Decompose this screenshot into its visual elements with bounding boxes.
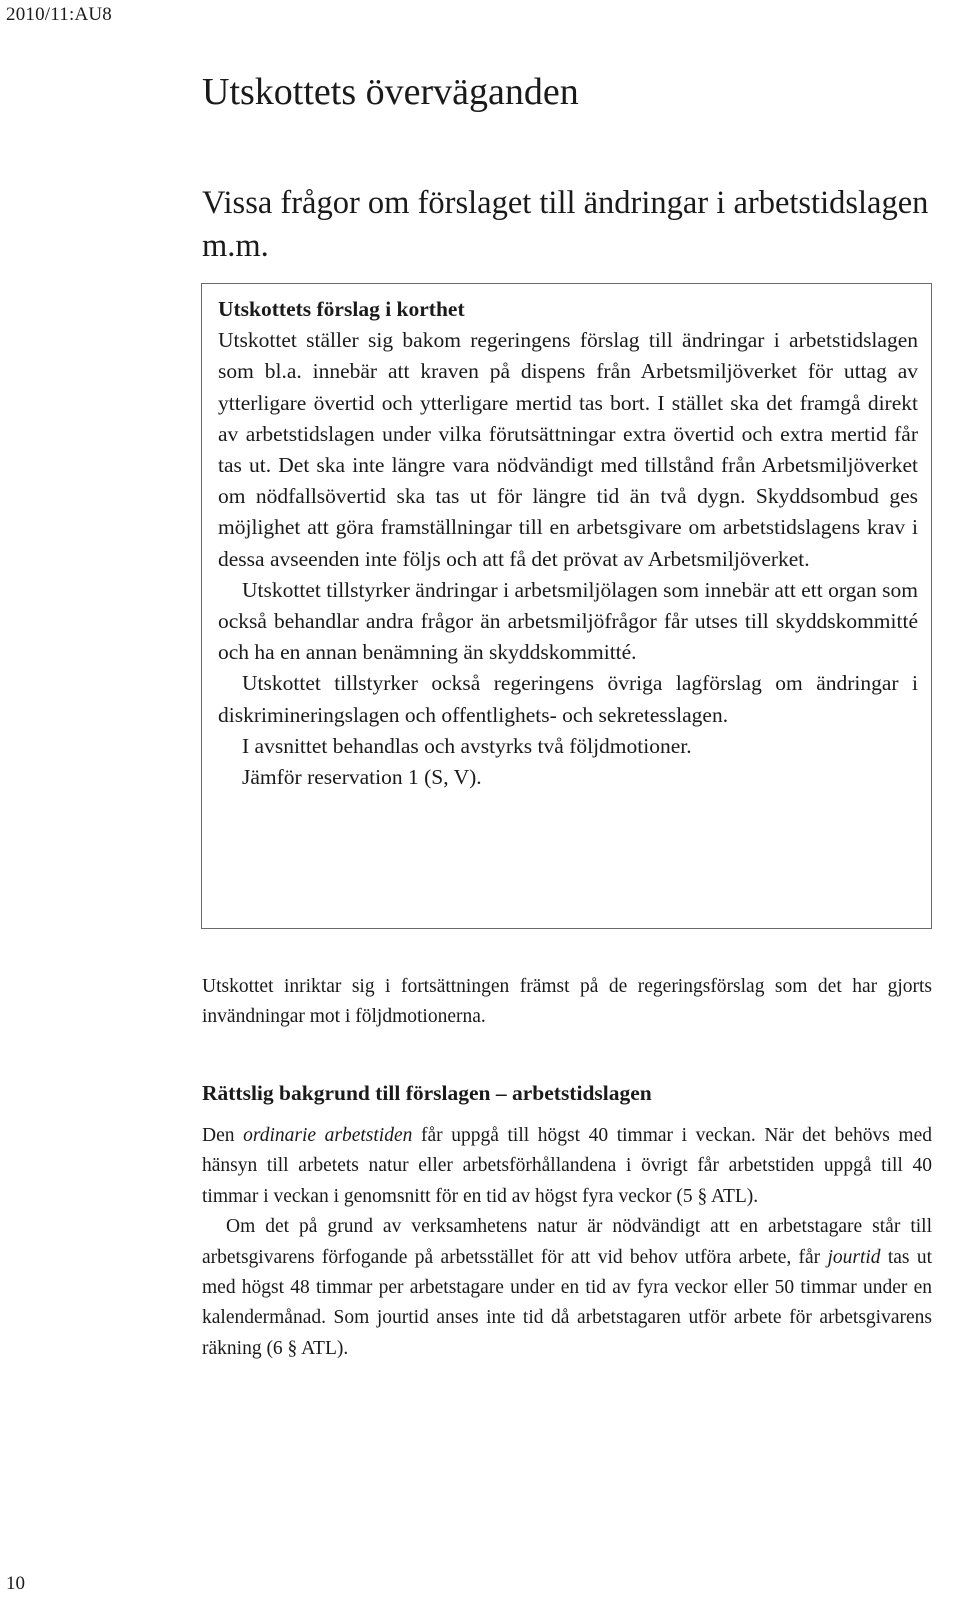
summary-paragraph-3: Utskottet tillstyrker också regeringens övriga lagförslag om ändringar i diskrimineringslagen och offentlighets- och sekretesslagen. — [218, 671, 918, 727]
term-ordinarie-arbetstiden: ordinarie arbetstiden — [243, 1125, 413, 1146]
background-paragraph-2 — [202, 1212, 932, 1364]
term-jourtid: jourtid — [827, 1246, 881, 1268]
intro-text — [202, 972, 932, 1033]
summary-paragraph-1: Utskottet ställer sig bakom regeringens förslag till ändringar i arbetstidslagen som bl.a. innebär att kraven på dispens från Arbetsmiljöverket för uttag av ytterligare övertid och ytterligare mertid tas bort. I stället ska det framgå direkt av arbetstidslagen under vilka förutsättningar extra övertid och extra mertid får tas ut. Det ska inte längre vara nödvändigt med tillstånd från Arbetsmiljöverket om nödfallsövertid ska tas ut för längre tid än två dygn. Skyddsombud ges möjlighet att göra framställningar till en arbetsgivare om arbetstidslagens krav i dessa avseenden inte följs och att få det prövat av Arbetsmiljöverket. — [218, 328, 918, 571]
background-subheading: Rättslig bakgrund till förslagen – arbetstidslagen — [202, 1081, 652, 1105]
background-p2-before: Om det på grund av verksamhetens natur är nödvändigt att en arbetstagare står till arbetsgivarens förfogande på arbetsstället för att vid behov utföra arbete, får — [202, 1216, 932, 1268]
summary-paragraph-4: I avsnittet behandlas och avstyrks två följdmotioner. — [242, 733, 692, 758]
background-p1-after: får uppgå till högst 40 timmar i veckan. När det behövs med hänsyn till arbetets natur eller arbetsförhållandena i övrigt får arbetstiden uppgå till 40 timmar i veckan i genomsnitt för en tid av högst fyra veckor (5 § ATL). — [202, 1125, 932, 1207]
background-p1-before: Den — [202, 1125, 244, 1146]
background-p2-after: tas ut med högst 48 timmar per arbetstagare under en tid av fyra veckor eller 50 timmar under en kalendermånad. Som jourtid anses inte tid då arbetstagaren utför arbete för arbetsgivarens räkning (6 § ATL). — [202, 1246, 932, 1359]
background-text — [202, 1121, 932, 1364]
document-id: 2010/11:AU8 — [6, 4, 112, 25]
summary-content — [218, 294, 918, 793]
intro-paragraph: Utskottet inriktar sig i fortsättningen främst på de regeringsförslag som det har gjorts invändningar mot i följdmotionerna. — [202, 976, 932, 1028]
summary-heading: Utskottets förslag i korthet — [218, 297, 465, 321]
summary-box — [201, 283, 932, 929]
page-title: Utskottets överväganden — [202, 71, 579, 113]
background-paragraph-1 — [202, 1121, 932, 1212]
page-number: 10 — [6, 1573, 25, 1594]
summary-paragraph-2: Utskottet tillstyrker ändringar i arbetsmiljölagen som innebär att ett organ som också behandlar andra frågor än arbetsmiljöfrågor får utses till skyddskommitté och ha en annan benämning än skyddskommitté. — [218, 577, 918, 665]
section-title: Vissa frågor om förslaget till ändringar i arbetstidslagen m.m. — [202, 185, 929, 264]
summary-paragraph-5: Jämför reservation 1 (S, V). — [242, 765, 482, 790]
